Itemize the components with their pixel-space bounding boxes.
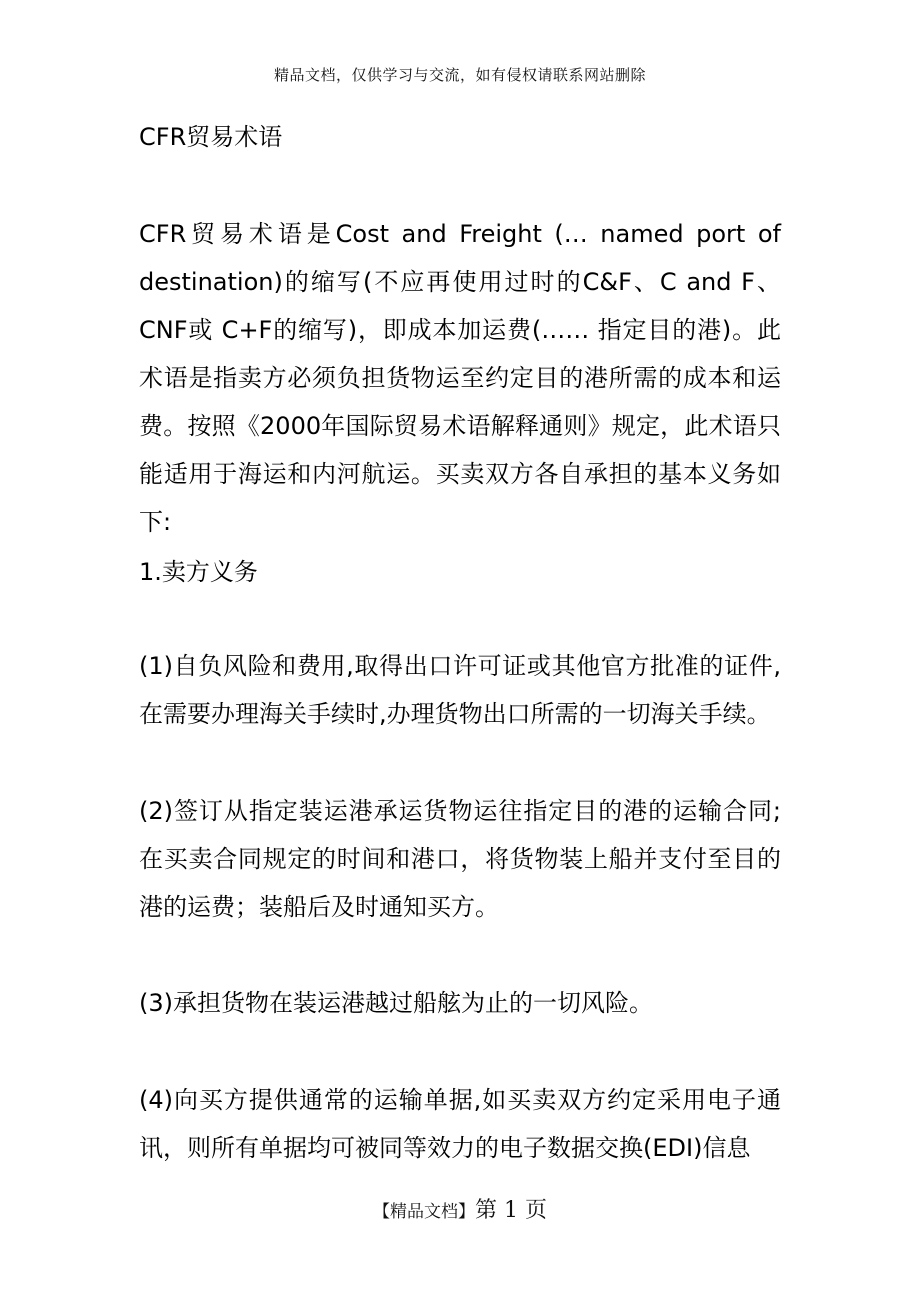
footer-tag: 【精品文档】 xyxy=(373,1202,475,1222)
obligation-item-1: (1)自负风险和费用,取得出口许可证或其他官方批准的证件,在需要办理海关手续时,办理货物出口所需的一切海关手续。 xyxy=(139,652,781,728)
intro-paragraph: CFR贸易术语是Cost and Freight (… named port of destination)的缩写(不应再使用过时的C&F、C and F、CNF或 C+F的缩写)，即成本加运费(…… 指定目的港)。此术语是指卖方必须负担货物运至约定目的港所需的成本和运费。按照《2000年国际贸易术语解释通则》规定，此术语只能适用于海运和内河航运。买卖双方各自承担的基本义务如下: xyxy=(139,220,781,536)
document-title: CFR贸易术语 xyxy=(139,123,283,151)
obligation-item-3: (3)承担货物在装运港越过船舷为止的一切风险。 xyxy=(139,989,653,1017)
obligation-item-4: (4)向买方提供通常的运输单据,如买卖双方约定采用电子通讯，则所有单据均可被同等效力的电子数据交换(EDI)信息 xyxy=(139,1086,781,1162)
section-heading: 1.卖方义务 xyxy=(139,558,258,586)
page-number: 第 1 页 xyxy=(475,1198,547,1223)
obligation-item-2: (2)签订从指定装运港承运货物运往指定目的港的运输合同;在买卖合同规定的时间和港口，将货物装上船并支付至目的港的运费；装船后及时通知买方。 xyxy=(139,797,781,921)
page-header: 精品文档，仅供学习与交流，如有侵权请联系网站删除 xyxy=(273,66,646,84)
page-footer xyxy=(0,1193,920,1224)
